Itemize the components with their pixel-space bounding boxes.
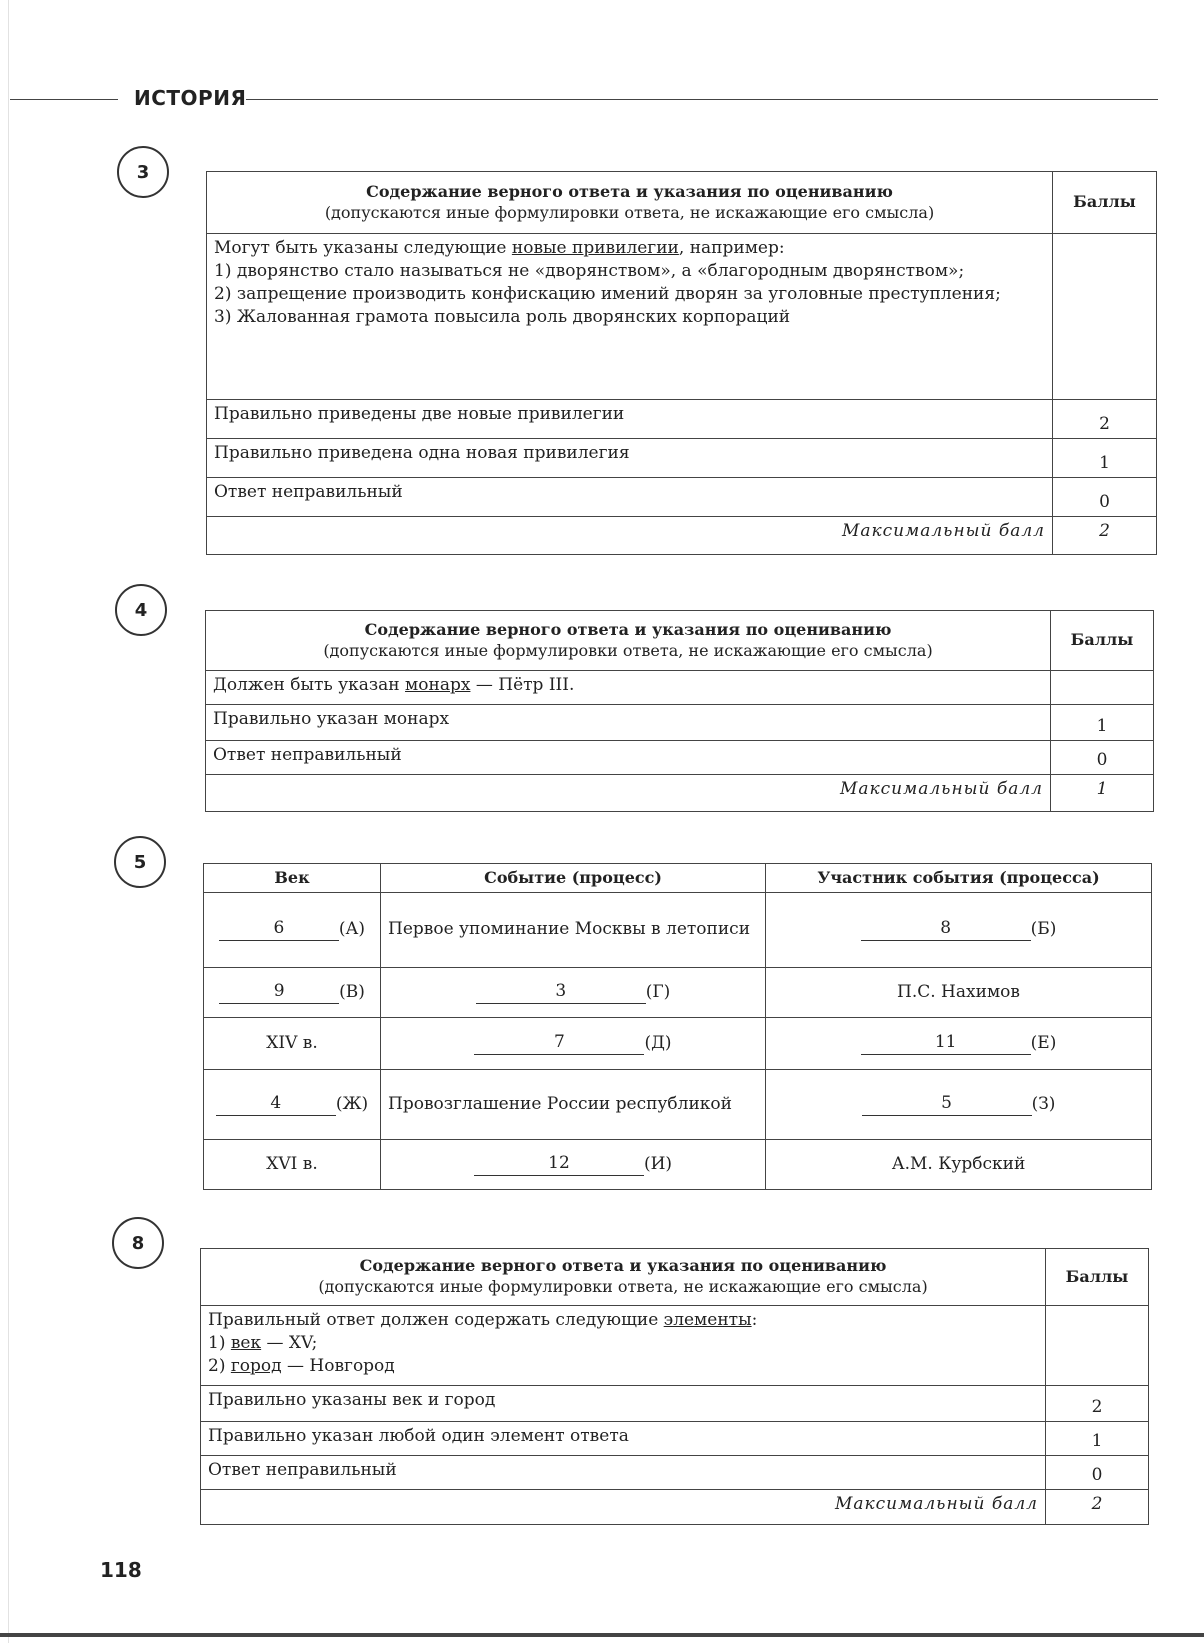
content-text: Правильный ответ должен содержать следующие [208,1310,664,1330]
item-value: — Новгород [281,1355,395,1376]
task3-criteria-table [206,171,1157,555]
content-text: , например: [678,238,785,258]
header-sub: (допускаются иные формулировки ответа, не искажающие его смысла) [323,640,933,660]
answer-item: 1) дворянство стало называться не «дворянством», а «благородным дворянством»; [214,260,965,281]
task8-criteria-table [200,1248,1149,1525]
score-points: 1 [1051,705,1154,741]
score-criterion: Ответ неправильный [206,741,1051,775]
task4-criteria-table [205,610,1154,812]
participant-cell [766,892,1152,967]
score-row [201,1422,1149,1456]
answer-item: 2) запрещение производить конфискацию имений дворян за уголовные преступления; [214,283,1001,304]
century-cell: XIV в. [204,1017,381,1069]
answer-value: 5 [862,1093,1032,1116]
column-header-century: Век [204,864,381,893]
answer-content [206,671,1051,705]
content-text: Должен быть указан [213,675,406,695]
score-points: 0 [1053,478,1157,517]
column-header-participant: Участник события (процесса) [766,864,1152,893]
content-text: — Пётр III. [470,675,575,695]
content-key-term: новые привилегии [511,238,679,258]
content-header [206,611,1051,671]
score-row [206,705,1154,741]
content-header [207,172,1053,234]
answer-value: 8 [861,918,1031,941]
answer-content [207,234,1053,400]
answer-content-row [201,1306,1149,1386]
answer-item: 3) Жалованная грамота повысила роль дворянских корпораций [214,306,791,327]
page-header [10,84,1158,114]
header-rule-left [10,99,118,100]
score-criterion: Правильно указан любой один элемент ответа [201,1422,1046,1456]
max-score-label: Максимальный балл [206,775,1051,812]
max-score-label: Максимальный балл [201,1490,1046,1525]
content-key-term: монарх [405,675,471,695]
answer-letter: (В) [339,981,365,1002]
score-row [201,1456,1149,1490]
max-score-value: 2 [1053,517,1157,555]
event-cell: Первое упоминание Москвы в летописи [381,892,766,967]
task-number-badge [115,584,167,636]
century-cell [204,967,381,1017]
answer-letter: (Ж) [335,1093,369,1114]
event-cell [381,967,766,1017]
score-points: 0 [1051,741,1154,775]
score-criterion: Правильно приведены две новые привилегии [207,400,1053,439]
century-cell: XVI в. [204,1139,381,1189]
header-sub: (допускаются иные формулировки ответа, не искажающие его смысла) [324,202,935,222]
answer-letter: (Г) [645,981,671,1002]
answer-letter: (Б) [1030,919,1057,940]
participant-cell: А.М. Курбский [766,1139,1152,1189]
answer-value: 6 [219,918,339,941]
event-cell: Провозглашение России республикой [381,1069,766,1139]
table-row [204,1017,1152,1069]
answer-letter: (З) [1031,1093,1056,1114]
empty-cell [1046,1306,1149,1386]
task-number-badge [112,1217,164,1269]
column-header-event: Событие (процесс) [381,864,766,893]
item-number: 1) [208,1332,231,1353]
header-main: Содержание верного ответа и указания по оцениванию [364,619,892,639]
content-text: : [751,1310,758,1330]
score-row [206,741,1154,775]
task-number: 8 [131,1232,145,1254]
answer-letter: (Д) [644,1032,672,1053]
score-points: 2 [1053,400,1157,439]
score-row [201,1386,1149,1422]
content-header [201,1249,1046,1306]
century-cell [204,1069,381,1139]
max-score-value: 1 [1051,775,1154,812]
header-sub: (допускаются иные формулировки ответа, не искажающие его смысла) [318,1277,928,1296]
table-header-row [207,172,1157,234]
answer-content-row [207,234,1157,400]
header-rule-right [246,99,1158,100]
answer-content [201,1306,1046,1386]
max-score-label: Максимальный балл [207,517,1053,555]
subject-title: ИСТОРИЯ [134,86,247,110]
max-score-row [201,1490,1149,1525]
table-header-row [204,864,1152,893]
answer-content-row [206,671,1154,705]
task-number-badge [117,146,169,198]
task-number: 5 [133,851,147,873]
task5-answer-table [203,863,1152,1190]
participant-cell: П.С. Нахимов [766,967,1152,1017]
answer-letter: (А) [338,919,366,940]
points-header: Баллы [1051,611,1154,671]
item-value: — XV; [261,1332,318,1353]
content-text: Могут быть указаны следующие [214,238,512,258]
answer-value: 12 [474,1153,644,1176]
table-row [204,967,1152,1017]
header-main: Содержание верного ответа и указания по оцениванию [366,181,893,201]
header-main: Содержание верного ответа и указания по оцениванию [359,1256,887,1276]
answer-letter: (Е) [1030,1032,1057,1053]
event-cell [381,1017,766,1069]
event-cell [381,1139,766,1189]
score-row [207,478,1157,517]
answer-value: 11 [861,1032,1031,1055]
max-score-row [206,775,1154,812]
score-points: 1 [1046,1422,1149,1456]
content-key-term: элементы [663,1310,752,1330]
task-number-badge [114,836,166,888]
participant-cell [766,1069,1152,1139]
score-criterion: Правильно указан монарх [206,705,1051,741]
score-points: 1 [1053,439,1157,478]
score-criterion: Ответ неправильный [207,478,1053,517]
table-header-row [206,611,1154,671]
score-criterion: Правильно приведена одна новая привилегия [207,439,1053,478]
item-term: город [230,1355,282,1376]
table-row [204,1139,1152,1189]
empty-cell [1051,671,1154,705]
answer-value: 4 [216,1093,336,1116]
table-row [204,1069,1152,1139]
answer-value: 7 [474,1032,644,1055]
max-score-row [207,517,1157,555]
participant-cell [766,1017,1152,1069]
points-header: Баллы [1046,1249,1149,1306]
page-number: 118 [100,1558,142,1582]
item-number: 2) [208,1355,231,1376]
score-row [207,400,1157,439]
task-number: 3 [136,161,150,183]
score-points: 2 [1046,1386,1149,1422]
table-row [204,892,1152,967]
century-cell [204,892,381,967]
page-edge [8,0,9,1643]
score-row [207,439,1157,478]
item-term: век [230,1332,262,1353]
empty-cell [1053,234,1157,400]
table-header-row [201,1249,1149,1306]
answer-letter: (И) [643,1153,673,1174]
answer-value: 3 [476,981,646,1004]
score-points: 0 [1046,1456,1149,1490]
task-number: 4 [134,599,148,621]
score-criterion: Правильно указаны век и город [201,1386,1046,1422]
answer-value: 9 [219,981,339,1004]
max-score-value: 2 [1046,1490,1149,1525]
points-header: Баллы [1053,172,1157,234]
page-bottom-edge [0,1633,1204,1637]
score-criterion: Ответ неправильный [201,1456,1046,1490]
